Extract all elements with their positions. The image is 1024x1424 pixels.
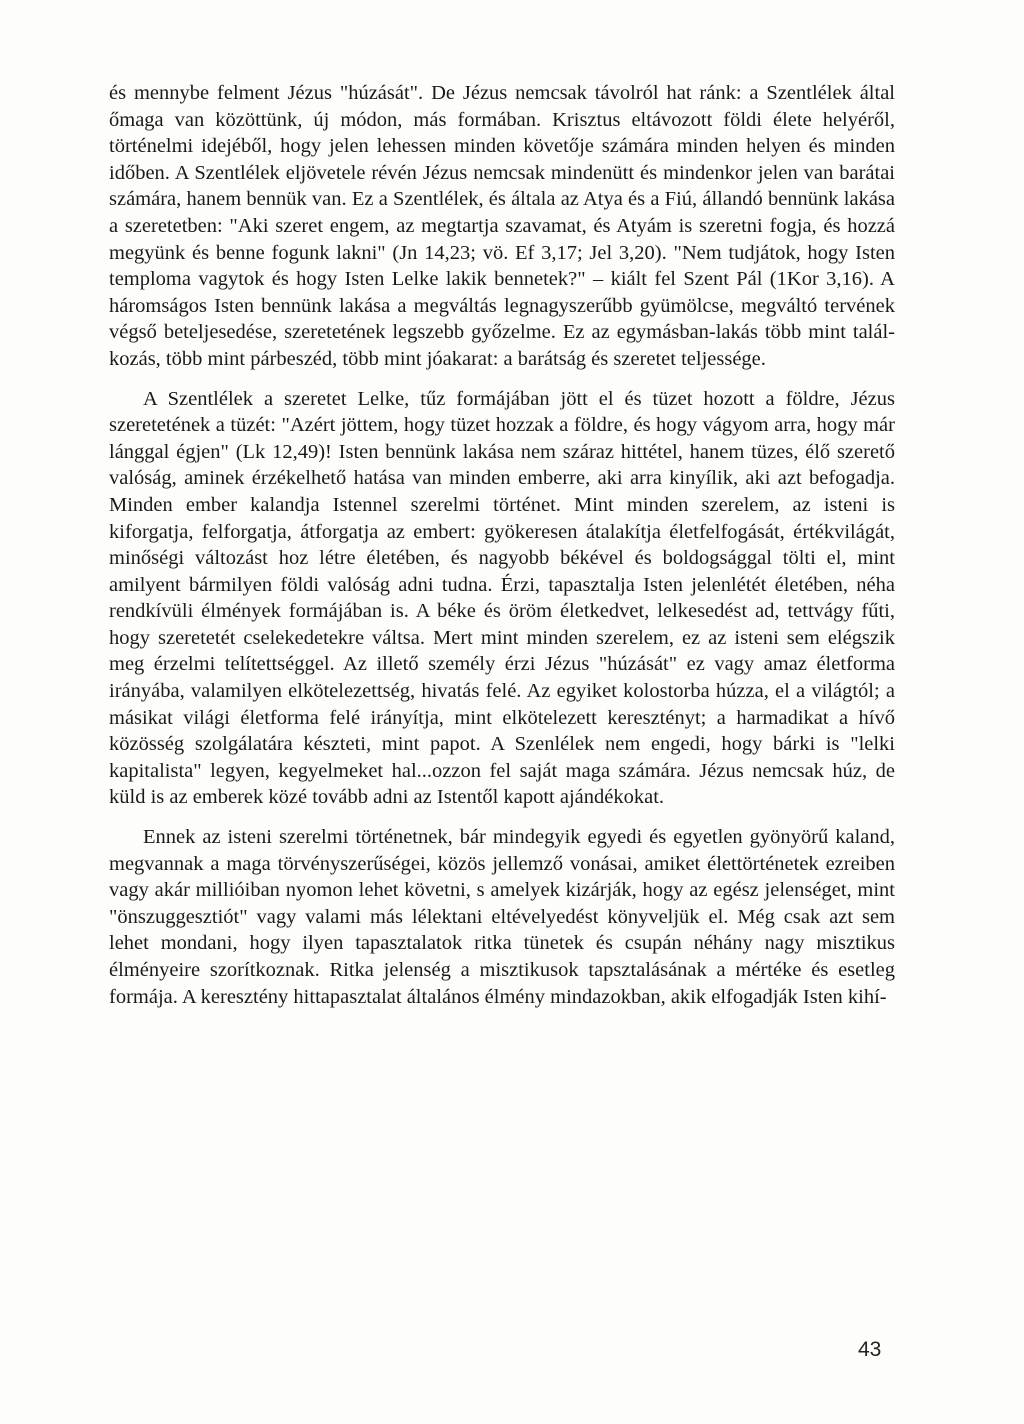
paragraph-2: A Szentlélek a szeretet Lelke, tűz formájában jött el és tüzet hozott a földre, Jézus szeretetének a tüzét: "Azért jöttem, hogy tüzet hozzak a földre, és hogy vágyom arra, hogy már lánggal égjen" (Lk 12,49)! Isten bennünk lakása nem száraz hittétel, hanem tüzes, élő szerető valóság, aminek érzékelhető hatása van minden emberre, aki arra kinyílik, aki azt befogadja. Minden ember kalandja Istennel szerelmi történet. Mint minden szerelem, az isteni is kiforgatja, felforgatja, átforgatja az embert: gyökeresen átalakítja életfelfogását, értékvilágát, minőségi változást hoz létre életében, és nagyobb békével és boldogsággal tölti el, mint amilyent bármilyen földi valóság adni tudna. Érzi, tapasztalja Isten jelenlétét életében, néha rendkívüli élmények formájában is. A béke és öröm életkedvet, lelkesedést ad, tettvágy fűti, hogy szeretetét cselekedetekre váltsa. Mert mint minden szerelem, ez az isteni sem elégszik meg érzelmi telítettséggel. Az illető személy érzi Jézus "húzását" ez vagy amaz életforma irányába, valamilyen elkötelezettség, hivatás felé. Az egyiket kolostorba húzza, el a világtól; a másikat világi életforma felé irányítja, mint elkötelezett keresztényt; a harmadikat a hívő közösség szolgálatára készteti, mint papot. A Szenlélek nem engedi, hogy bárki is "lelki kapitalista" legyen, kegyelmeket hal...ozzon fel saját maga számára. Jézus nemcsak húz, de küld is az emberek közé tovább adni az Istentől kapott ajándékokat.: [109, 387, 895, 809]
body-text: [109, 80, 895, 1010]
paragraph-3: Ennek az isteni szerelmi történetnek, bár mindegyik egyedi és egyetlen gyönyörű kaland, megvannak a maga törvényszerűségei, közös jellemző vonásai, amiket élettörténetek ezreiben vagy akár millióiban nyomon lehet követni, s amelyek kizárják, hogy az egész jelenséget, mint "önszuggesztiót" vagy valami más lélektani eltévelyedést könyveljük el. Még csak azt sem lehet mondani, hogy ilyen tapasztalatok ritka tünetek és csupán néhány nagy misztikus élményeire szorítkoznak. Ritka jelenség a misztikusok tapsztalásának a mértéke és esetleg formája. A keresztény hittapasztalat általános élmény mindazokban, akik elfogadják Isten kihí-: [109, 826, 895, 1008]
paragraph-1: és mennybe felment Jézus "húzását". De Jézus nemcsak távolról hat ránk: a Szentlélek által őmaga van közöttünk, új módon, más formában. Krisztus eltávozott földi élete helyéről, történelmi idejéből, hogy jelen lehessen minden követője számára minden helyen és minden időben. A Szentlélek eljövetele révén Jézus nemcsak mindenütt és mindenkor jelen van barátai számára, hanem bennük van. Ez a Szentlélek, és általa az Atya és a Fiú, állandó bennünk lakása a szeretetben: "Aki szeret engem, az megtartja szavamat, és Atyám is szeretni fogja, és hozzá megyünk és benne fogunk lakni" (Jn 14,23; vö. Ef 3,17; Jel 3,20). "Nem tudjátok, hogy Isten temploma vagytok és hogy Isten Lelke lakik bennetek?" – kiált fel Szent Pál (1Kor 3,16). A háromságos Isten bennünk lakása a megváltás legnagyszerűbb gyümölcse, megváltó tervének végső beteljesedése, szeretetének legszebb győzelme. Ez az egymásban-lakás több mint találkozás, több mint párbeszéd, több mint jóakarat: a barátság és szeretet teljessége.: [109, 82, 895, 370]
page-number: 43: [858, 1338, 882, 1361]
